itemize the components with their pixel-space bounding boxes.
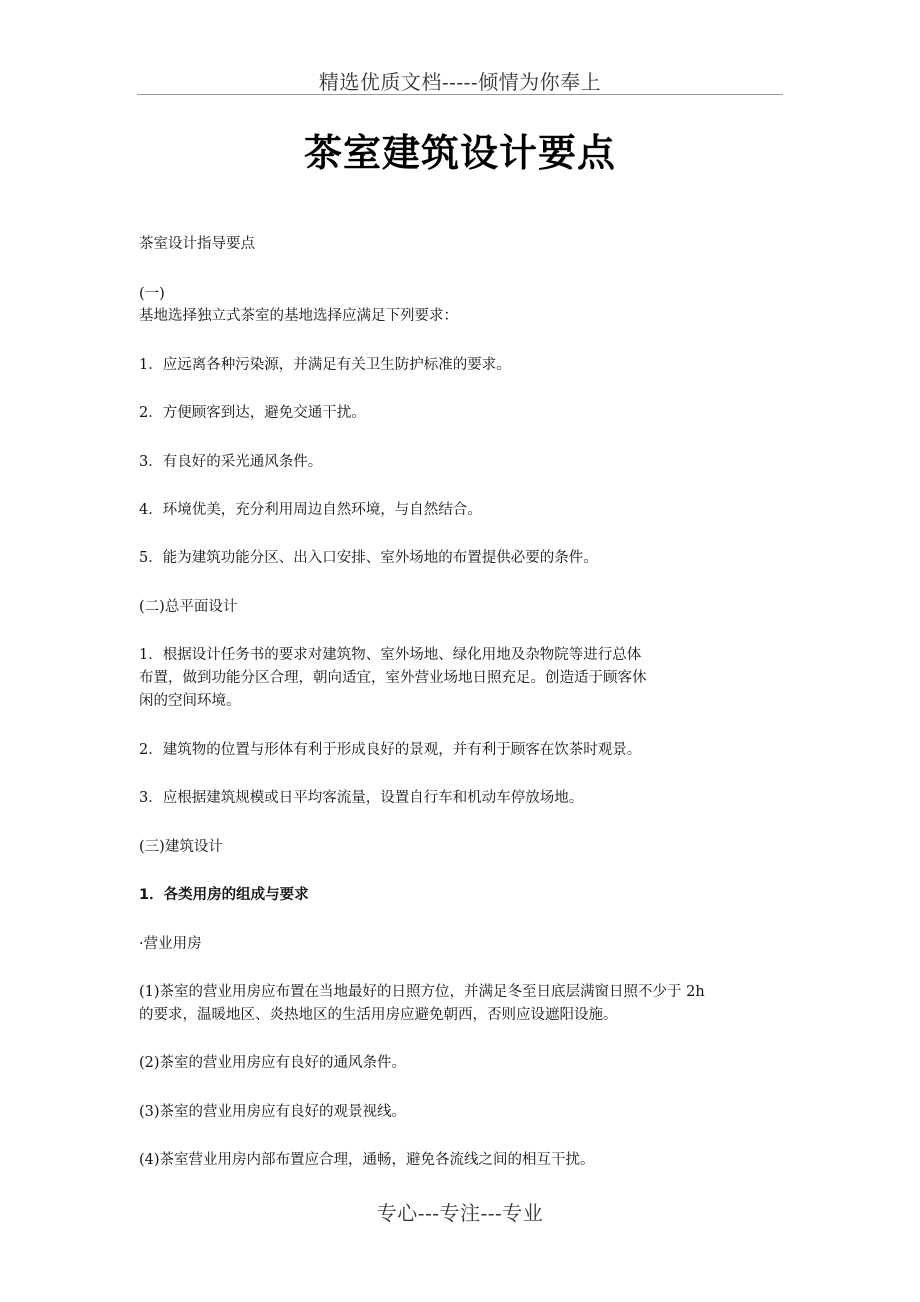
section-3-para-1-line-1: (1)茶室的营业用房应布置在当地最好的日照方位，并满足冬至日底层满窗日照不少于 2h (139, 984, 705, 1000)
intro-line: 茶室设计指导要点 (139, 236, 255, 252)
section-3-para-2: (2)茶室的营业用房应有良好的通风条件。 (139, 1055, 407, 1071)
header-divider (137, 94, 783, 95)
section-3-para-4: (4)茶室营业用房内部布置应合理，通畅，避免各流线之间的相互干扰。 (139, 1152, 595, 1168)
section-3-para-1-line-2: 的要求，温暖地区、炎热地区的生活用房应避免朝西，否则应设遮阳设施。 (139, 1007, 618, 1023)
section-1-lead: 基地选择独立式茶室的基地选择应满足下列要求： (139, 308, 458, 324)
running-footer: 专心---专注---专业 (376, 1201, 544, 1225)
section-1-item-4: 4．环境优美，充分利用周边自然环境，与自然结合。 (139, 502, 482, 518)
section-2-item-1-line-2: 布置，做到功能分区合理，朝向适宜，室外营业场地日照充足。创造适于顾客休 (139, 670, 647, 686)
section-1-item-5: 5．能为建筑功能分区、出入口安排、室外场地的布置提供必要的条件。 (139, 550, 598, 566)
section-3-subheading: 1．各类用房的组成与要求 (139, 887, 309, 903)
section-2-item-3: 3．应根据建筑规模或日平均客流量，设置自行车和机动车停放场地。 (139, 790, 584, 806)
section-2-item-2: 2．建筑物的位置与形体有利于形成良好的景观，并有利于顾客在饮茶时观景。 (139, 742, 642, 758)
section-3-para-3: (3)茶室的营业用房应有良好的观景视线。 (139, 1104, 407, 1120)
section-1-item-2: 2．方便顾客到达，避免交通干扰。 (139, 405, 366, 421)
section-2-item-1-line-1: 1．根据设计任务书的要求对建筑物、室外场地、绿化用地及杂物院等进行总体 (139, 647, 642, 663)
section-1-item-3: 3．有良好的采光通风条件。 (139, 454, 323, 470)
section-3-bullet: ·营业用房 (139, 936, 202, 952)
running-header: 精选优质文档-----倾情为你奉上 (318, 70, 602, 94)
section-1-heading: (一) (139, 286, 165, 302)
section-3-heading: (三)建筑设计 (139, 839, 223, 855)
section-1-item-1: 1．应远离各种污染源，并满足有关卫生防护标准的要求。 (139, 357, 511, 373)
document-title: 茶室建筑设计要点 (303, 131, 616, 175)
section-2-item-1-line-3: 闲的空间环境。 (139, 693, 241, 709)
section-2-heading: (二)总平面设计 (139, 599, 238, 615)
